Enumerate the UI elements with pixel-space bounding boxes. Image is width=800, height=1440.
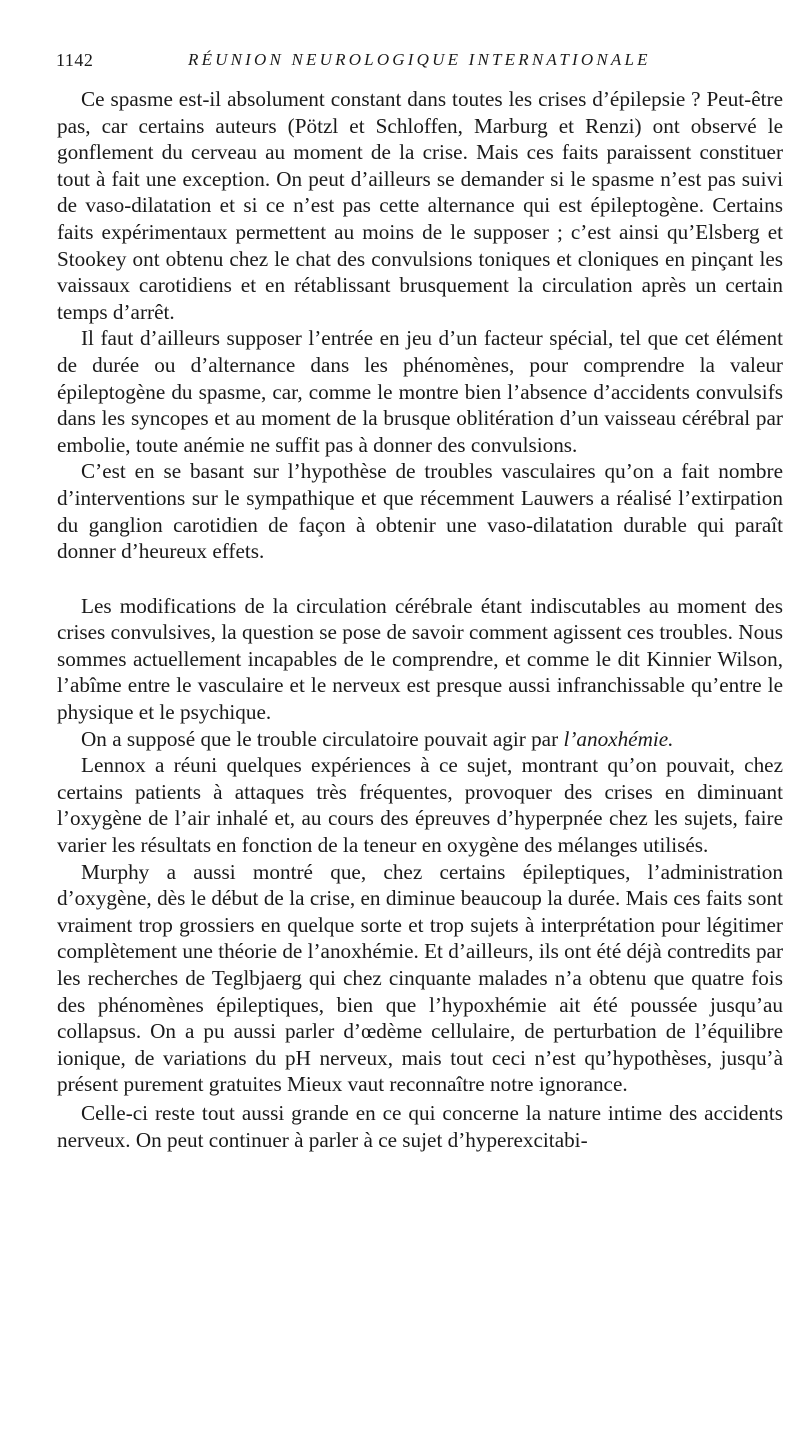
- paragraph: Les modifications de la circulation cérébrale étant indiscutables au moment des crises convulsives, la question se pose de savoir comment agissent ces troubles. Nous sommes actuellement incapables de le comprendre, et comme le dit Kinnier Wilson, l’abîme entre le vasculaire et le nerveux est presque aussi infranchissable qu’entre le physique et le psychique.: [57, 593, 783, 725]
- paragraph: Ce spasme est-il absolument constant dans toutes les crises d’épilepsie ? Peut-être pas, car certains auteurs (Pötzl et Schloffen, Marburg et Renzi) ont observé le gonflement du cerveau au moment de la crise. Mais ces faits paraissent constituer tout à fait une exception. On peut d’ailleurs se demander si le spasme n’est pas suivi de vaso-dilatation et si ce n’est pas cette alternance qui est épileptogène. Certains faits expérimentaux permettent au moins de le supposer ; c’est ainsi qu’Elsberg et Stookey ont obtenu chez le chat des convulsions toniques et cloniques en pinçant les vaissaux carotidiens et en rétablissant brusquement la circulation après un certain temps d’arrêt.: [57, 87, 783, 324]
- paragraph: [57, 726, 783, 753]
- paragraph: Lennox a réuni quelques expériences à ce sujet, montrant qu’on pouvait, chez certains patients à attaques très fréquentes, provoquer des crises en diminuant l’oxygène de l’air inhalé et, au cours des épreuves d’hyperpnée chez les sujets, faire varier les résultats en fonction de la teneur en oxygène des mélanges utilisés.: [57, 753, 783, 858]
- paragraph: Murphy a aussi montré que, chez certains épileptiques, l’administration d’oxygène, dès le début de la crise, en diminue beaucoup la durée. Mais ces faits sont vraiment trop grossiers en quelque sorte et trop sujets à interprétation pour légitimer complètement une théorie de l’anoxhémie. Et d’ailleurs, ils ont été déjà contredits par les recherches de Teglbjaerg qui chez cinquante malades n’a obtenu que quatre fois des phénomènes épileptiques, bien que l’hypoxhémie ait été poussée jusqu’au collapsus. On a pu aussi parler d’œdème cellulaire, de perturbation de l’équilibre ionique, de variations du pH nerveux, mais tout ceci n’est qu’hypothèses, jusqu’à présent purement gratuites Mieux vaut reconnaître notre ignorance.: [57, 859, 784, 1097]
- paragraph: Il faut d’ailleurs supposer l’entrée en jeu d’un facteur spécial, tel que cet élément de durée ou d’alternance dans les phénomènes, pour comprendre la valeur épileptogène du spasme, car, comme le montre bien l’absence d’accidents convulsifs dans les syncopes et au moment de la brusque oblitération d’un vaisseau cérébral par embolie, toute anémie ne suffit pas à donner des convulsions.: [57, 326, 783, 457]
- running-head: RÉUNION NEUROLOGIQUE INTERNATIONALE: [188, 50, 651, 69]
- body-text: [57, 86, 783, 1153]
- italic-term: l’anoxhémie.: [563, 726, 674, 751]
- paragraph: Celle-ci reste tout aussi grande en ce qui concerne la nature intime des accidents nerveux. On peut continuer à parler à ce sujet d’hyperexcitabi-: [57, 1100, 783, 1152]
- page-number: 1142: [56, 50, 94, 70]
- section-gap: [57, 565, 783, 593]
- paragraph: C’est en se basant sur l’hypothèse de troubles vasculaires qu’on a fait nombre d’interventions sur le sympathique et que récemment Lauwers a réalisé l’extirpation du ganglion carotidien de façon à obtenir une vaso-dilatation durable qui paraît donner d’heureux effets.: [57, 459, 783, 564]
- paragraph-text: On a supposé que le trouble circulatoire pouvait agir par: [81, 726, 564, 751]
- page-header: [56, 50, 692, 76]
